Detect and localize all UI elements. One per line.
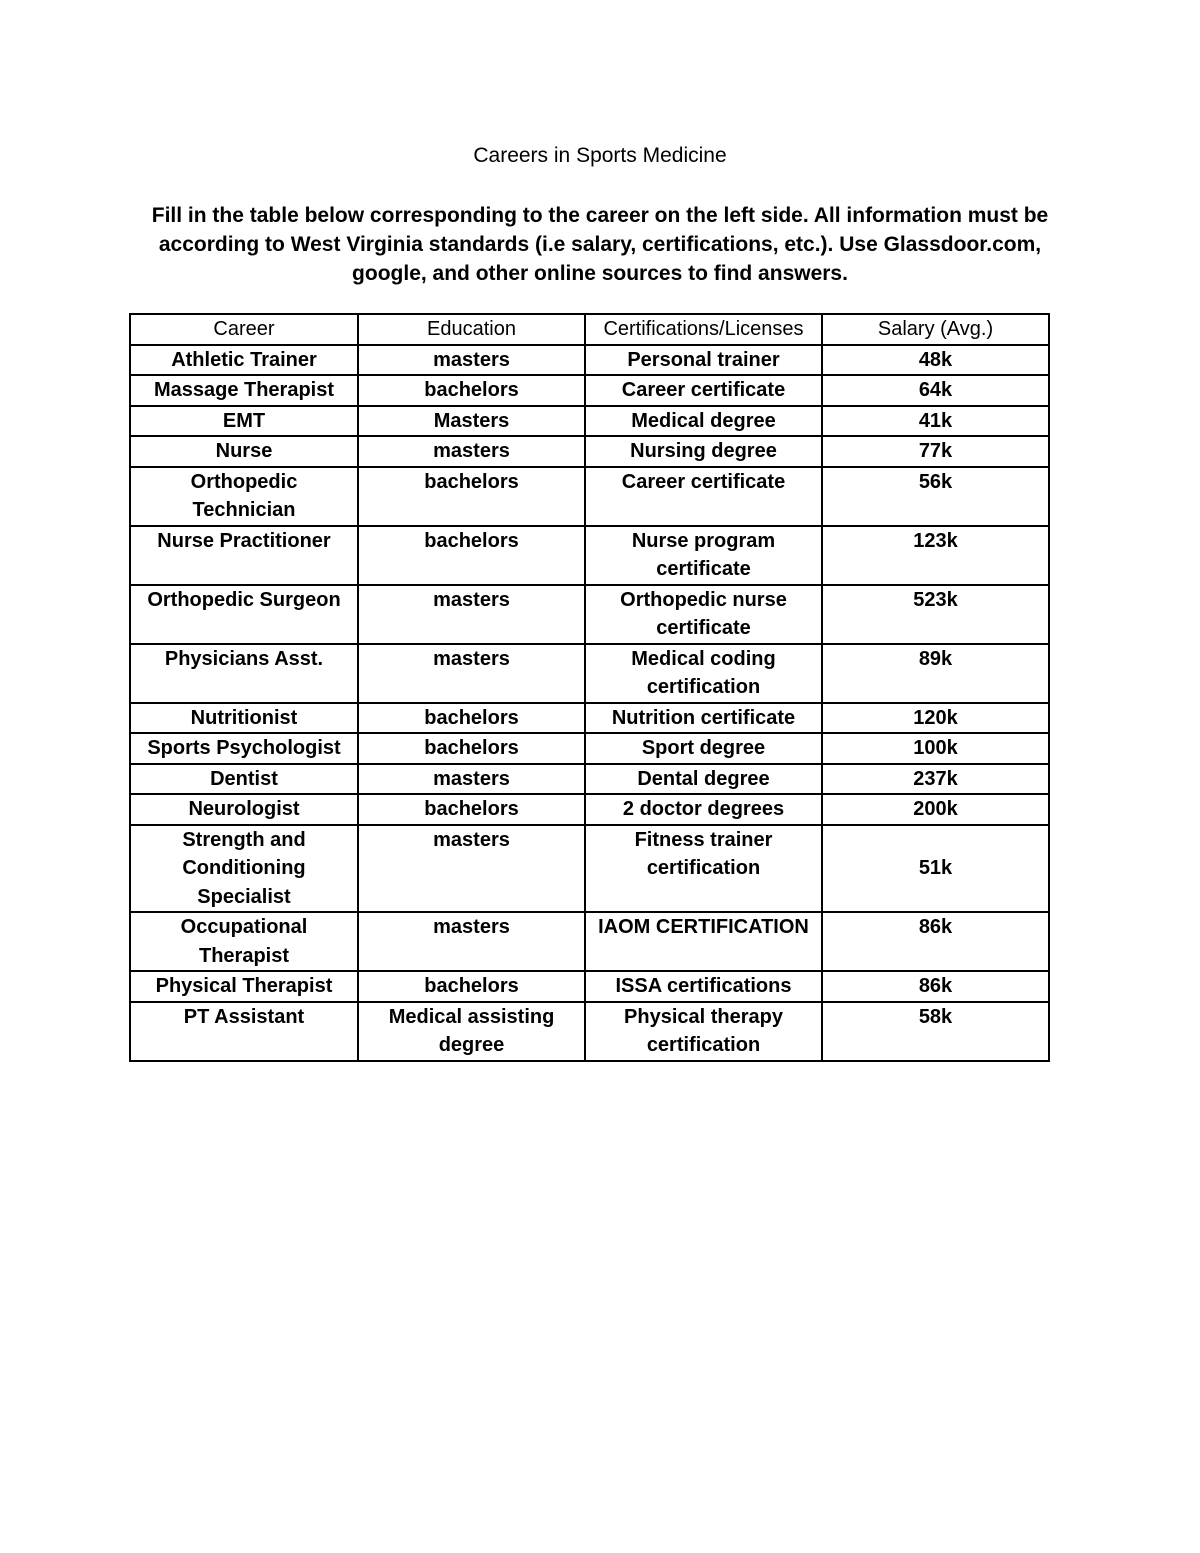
table-row [130,345,1049,376]
career-cell: Athletic Trainer [130,345,358,376]
table-row [130,971,1049,1002]
salary-cell: 64k [822,375,1049,406]
education-cell: Masters [358,406,585,437]
certification-cell: Sport degree [585,733,822,764]
education-cell: masters [358,825,585,913]
career-cell: PT Assistant [130,1002,358,1061]
salary-cell: 56k [822,467,1049,526]
career-cell: Orthopedic Surgeon [130,585,358,644]
salary-cell: 100k [822,733,1049,764]
header-career: Career [130,314,358,345]
certification-cell: IAOM CERTIFICATION [585,912,822,971]
salary-cell: 58k [822,1002,1049,1061]
certification-cell: Medical degree [585,406,822,437]
salary-cell: 86k [822,971,1049,1002]
certification-cell: Career certificate [585,467,822,526]
salary-cell: 86k [822,912,1049,971]
career-cell: Neurologist [130,794,358,825]
table-row [130,825,1049,913]
salary-cell: 123k [822,526,1049,585]
table-row [130,912,1049,971]
certification-cell: Fitness trainer certification [585,825,822,913]
certification-cell: Dental degree [585,764,822,795]
salary-cell: 120k [822,703,1049,734]
table-row [130,526,1049,585]
header-certifications: Certifications/Licenses [585,314,822,345]
salary-cell: 51k [822,825,1049,913]
education-cell: bachelors [358,794,585,825]
education-cell: bachelors [358,526,585,585]
table-row [130,644,1049,703]
table-row [130,764,1049,795]
table-row [130,436,1049,467]
career-cell: Nutritionist [130,703,358,734]
salary-cell: 237k [822,764,1049,795]
education-cell: bachelors [358,703,585,734]
career-cell: Sports Psychologist [130,733,358,764]
salary-cell: 200k [822,794,1049,825]
education-cell: masters [358,764,585,795]
certification-cell: Nursing degree [585,436,822,467]
table-row [130,1002,1049,1061]
table-header-row [130,314,1049,345]
salary-cell: 523k [822,585,1049,644]
education-cell: masters [358,345,585,376]
education-cell: masters [358,912,585,971]
career-cell: Physical Therapist [130,971,358,1002]
salary-cell: 41k [822,406,1049,437]
certification-cell: Orthopedic nurse certificate [585,585,822,644]
header-education: Education [358,314,585,345]
table-row [130,703,1049,734]
career-cell: Strength and Conditioning Specialist [130,825,358,913]
career-cell: Nurse [130,436,358,467]
certification-cell: Career certificate [585,375,822,406]
career-cell: Orthopedic Technician [130,467,358,526]
certification-cell: Personal trainer [585,345,822,376]
salary-cell: 48k [822,345,1049,376]
education-cell: bachelors [358,733,585,764]
certification-cell: Nutrition certificate [585,703,822,734]
career-cell: Dentist [130,764,358,795]
education-cell: bachelors [358,375,585,406]
salary-cell: 89k [822,644,1049,703]
careers-table [129,313,1050,1062]
education-cell: bachelors [358,971,585,1002]
table-row [130,794,1049,825]
instructions-paragraph: Fill in the table below corresponding to the career on the left side. All information must be according to West Virginia standards (i.e salary, certifications, etc.). Use Glassdoor.com, google, and other online sources to find answers. [151,204,1049,285]
table-row [130,406,1049,437]
table-row [130,733,1049,764]
certification-cell: ISSA certifications [585,971,822,1002]
header-salary: Salary (Avg.) [822,314,1049,345]
certification-cell: Physical therapy certification [585,1002,822,1061]
page-title: Careers in Sports Medicine [473,144,727,167]
education-cell: masters [358,436,585,467]
table-row [130,375,1049,406]
education-cell: bachelors [358,467,585,526]
table-row [130,585,1049,644]
table-row [130,467,1049,526]
career-cell: EMT [130,406,358,437]
salary-cell: 77k [822,436,1049,467]
education-cell: Medical assisting degree [358,1002,585,1061]
education-cell: masters [358,585,585,644]
certification-cell: Medical coding certification [585,644,822,703]
career-cell: Physicians Asst. [130,644,358,703]
career-cell: Nurse Practitioner [130,526,358,585]
certification-cell: 2 doctor degrees [585,794,822,825]
education-cell: masters [358,644,585,703]
certification-cell: Nurse program certificate [585,526,822,585]
career-cell: Occupational Therapist [130,912,358,971]
career-cell: Massage Therapist [130,375,358,406]
